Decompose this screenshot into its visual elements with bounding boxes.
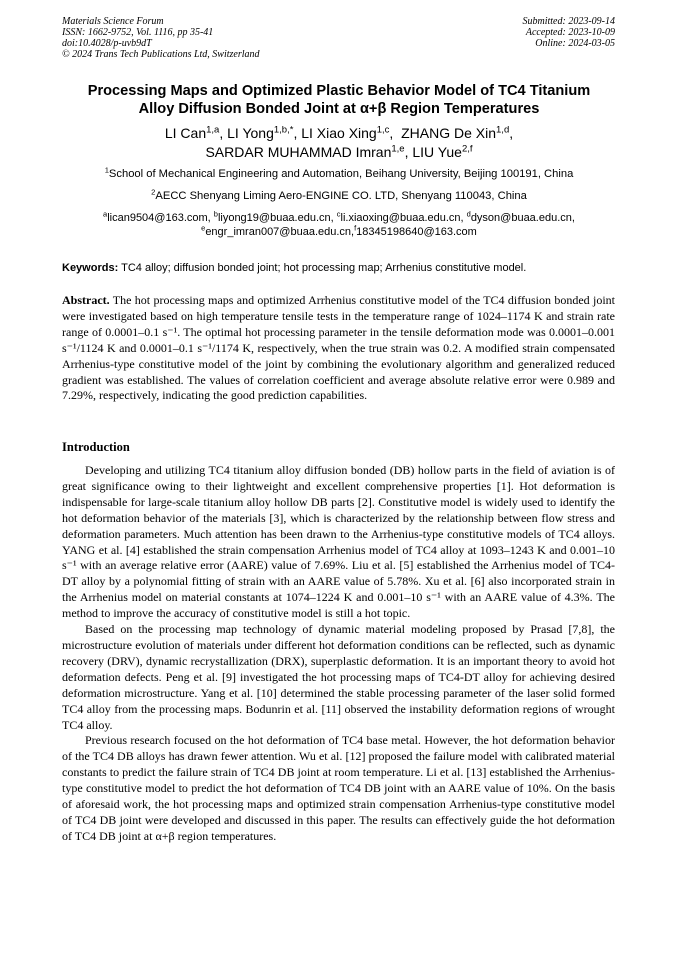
- email-sup: b: [213, 209, 218, 219]
- affiliation-sup: 1: [104, 165, 109, 175]
- author-name: ZHANG De Xin: [401, 125, 497, 141]
- email-link[interactable]: liyong19@buaa.edu.cn: [217, 212, 331, 224]
- journal-info: [62, 16, 260, 60]
- email-link[interactable]: li.xiaoxing@buaa.edu.cn: [340, 212, 461, 224]
- author-list: LI Can$^{1,a}$, LI Yong$^{1,b,*}$, LI Xiao Xing$^{1,c}$, ZHANG De Xin$^{1,d}$, SARDAR MUHAMMAD Imran$^{1,e}$, LIU Yue$^{2,f}$: [164, 124, 514, 160]
- author-sup: 1,c: [376, 124, 390, 136]
- author-sup: 2,f: [461, 143, 473, 155]
- intro-paragraph: Developing and utilizing TC4 titanium alloy diffusion bonded (DB) hollow parts in the field of aviation is of great significance owing to their lightweight and excellent comprehensive properties [1]. Hot deformation is indispensable for large-scale titanium alloy hollow DB parts [2]. Constitutive model is widely used to identify the hot deformation behavior of the materials [3], which is characterized by the relationship between flow stress and deformation parameters. Much attention has been drawn to the Arrhenius-type constitutive models of TC4 alloys. YANG et al. [4] established the strain compensation Arrhenius model of TC4 alloy at 1093–1243 K and 0.001–10 s⁻¹ with an average relative error (AARE) value of 7.69%. Liu et al. [5] established the Arrhenius model of TC4-DT alloy by a polynomial fitting of strain with an AARE value of 5.78%. Xu et al. [6] also incorporated strain in the Arrhenius model on material constants at 1074–1224 K and 0.001–10 s⁻¹ with an AARE value of 4.3%. The method to improve the accuracy of constitutive model is still a hot topic.: [62, 463, 615, 621]
- title-line-1: Processing Maps and Optimized Plastic Behavior Model of TC4 Titanium: [87, 83, 591, 99]
- author-name: LI Can: [164, 125, 207, 141]
- affiliation-1: [40, 167, 638, 181]
- publication-dates: [523, 16, 616, 49]
- keywords-label: Keywords:: [62, 262, 119, 274]
- affiliation-2: [40, 189, 638, 203]
- author-sup: 1,d: [496, 124, 510, 136]
- affiliation-sup: 2: [151, 187, 156, 197]
- author-sup: 1,b,*: [273, 124, 294, 136]
- email-link[interactable]: dyson@buaa.edu.cn: [470, 212, 572, 224]
- abstract-label: Abstract.: [62, 293, 110, 307]
- intro-paragraph: Previous research focused on the hot deformation of TC4 base metal. However, the hot deformation behavior of the TC4 DB alloys has drawn fewer attention. Wu et al. [12] proposed the failure model with calibrated material constants to predict the failure strain of TC4 DB joint at room temperature. Li et al. [13] established the Arrhenius-type constitutive model to predict the hot deformation of TC4 DB joint with an AARE value of 10%. On the basis of aforesaid work, the hot processing maps and optimized strain compensation Arrhenius-type constitutive model of TC4 DB joint were developed and discussed in this paper. The results can effectively guide the hot deformation of TC4 DB joint at α+β region temperatures.: [62, 733, 615, 843]
- email-sup: e: [201, 223, 206, 233]
- author-name: LI Yong: [227, 125, 274, 141]
- affiliation-text: School of Mechanical Engineering and Automation, Beihang University, Beijing 100191, China: [108, 168, 574, 180]
- email-sup: c: [336, 209, 341, 219]
- author-name: LI Xiao Xing: [301, 125, 377, 141]
- title-line-2: Alloy Diffusion Bonded Joint at α+β Region Temperatures: [138, 101, 540, 117]
- email-link[interactable]: lican9504@163.com: [107, 212, 208, 224]
- email-sup: a: [103, 209, 108, 219]
- copyright-line: © 2024 Trans Tech Publications Ltd, Switzerland: [62, 49, 260, 60]
- doi-line: doi:10.4028/p-uvb9dT: [62, 38, 152, 49]
- abstract: [62, 293, 615, 404]
- email-list: $^a$lican9504@163.com, $^b$liyong19@buaa.edu.cn, $^c$li.xiaoxing@buaa.edu.cn, $^d$dyson@buaa.edu.cn, $^e$engr_imran007@buaa.edu.cn,$^f$18345198640@163.com: [103, 209, 575, 238]
- paper-title: [40, 82, 638, 118]
- keywords-text: TC4 alloy; diffusion bonded joint; hot processing map; Arrhenius constitutive model.: [121, 262, 527, 274]
- keywords: [62, 261, 622, 275]
- affiliation-text: AECC Shenyang Liming Aero-ENGINE CO. LTD, Shenyang 110043, China: [155, 190, 527, 202]
- abstract-text: The hot processing maps and optimized Arrhenius constitutive model of the TC4 diffusion bonded joint were investigated based on high temperature tensile tests in the temperature range of 1024–1174 K and strain rate range of 0.0001–0.1 s⁻¹. The optimal hot processing parameter in the tensile deformation mode was 0.0001–0.001 s⁻¹/1124 K and 0.0001–0.1 s⁻¹/1174 K, respectively, when the true strain was 0.2. A modified strain compensated Arrhenius-type constitutive model of the joint by combining the evolutionary algorithm and generalized reduced gradient was established. The values of correlation coefficient and average absolute relative error were 0.989 and 7.29%, respectively, indicating the good prediction capabilities.: [62, 293, 615, 403]
- email-link[interactable]: 18345198640@163.com: [356, 226, 477, 238]
- email-sup: d: [466, 209, 471, 219]
- author-name: SARDAR MUHAMMAD Imran: [205, 144, 392, 160]
- email-sup: f: [354, 223, 357, 233]
- author-name: LIU Yue: [412, 144, 462, 160]
- author-sup: 1,a: [206, 124, 220, 136]
- section-heading-introduction: Introduction: [62, 440, 130, 454]
- journal-name: Materials Science Forum: [62, 16, 164, 27]
- intro-paragraph: Based on the processing map technology of dynamic material modeling proposed by Prasad [7,8], the microstructure evolution of materials under different hot deformation conditions can be reflected, such as dynamic recovery (DRV), dynamic recrystallization (DRX), superplastic deformation. It is an important theory to avoid hot deformation defects. Peng et al. [9] investigated the hot processing maps of TC4-DT alloy for achieving desired deformation microstructure. Yang et al. [10] determined the stable processing parameter of the laser solid formed TC4 alloy from the processing maps. Bodunrin et al. [11] observed the instability deformation regions of wrought TC4 alloy.: [62, 622, 615, 732]
- email-link[interactable]: engr_imran007@buaa.edu.cn: [205, 226, 352, 238]
- accepted-date: Accepted: 2023-10-09: [525, 27, 615, 38]
- submitted-date: Submitted: 2023-09-14: [522, 16, 615, 27]
- introduction-body: [62, 463, 615, 845]
- author-sup: 1,e: [391, 143, 405, 155]
- issn-line: ISSN: 1662-9752, Vol. 1116, pp 35-41: [62, 27, 214, 38]
- online-date: Online: 2024-03-05: [535, 38, 615, 49]
